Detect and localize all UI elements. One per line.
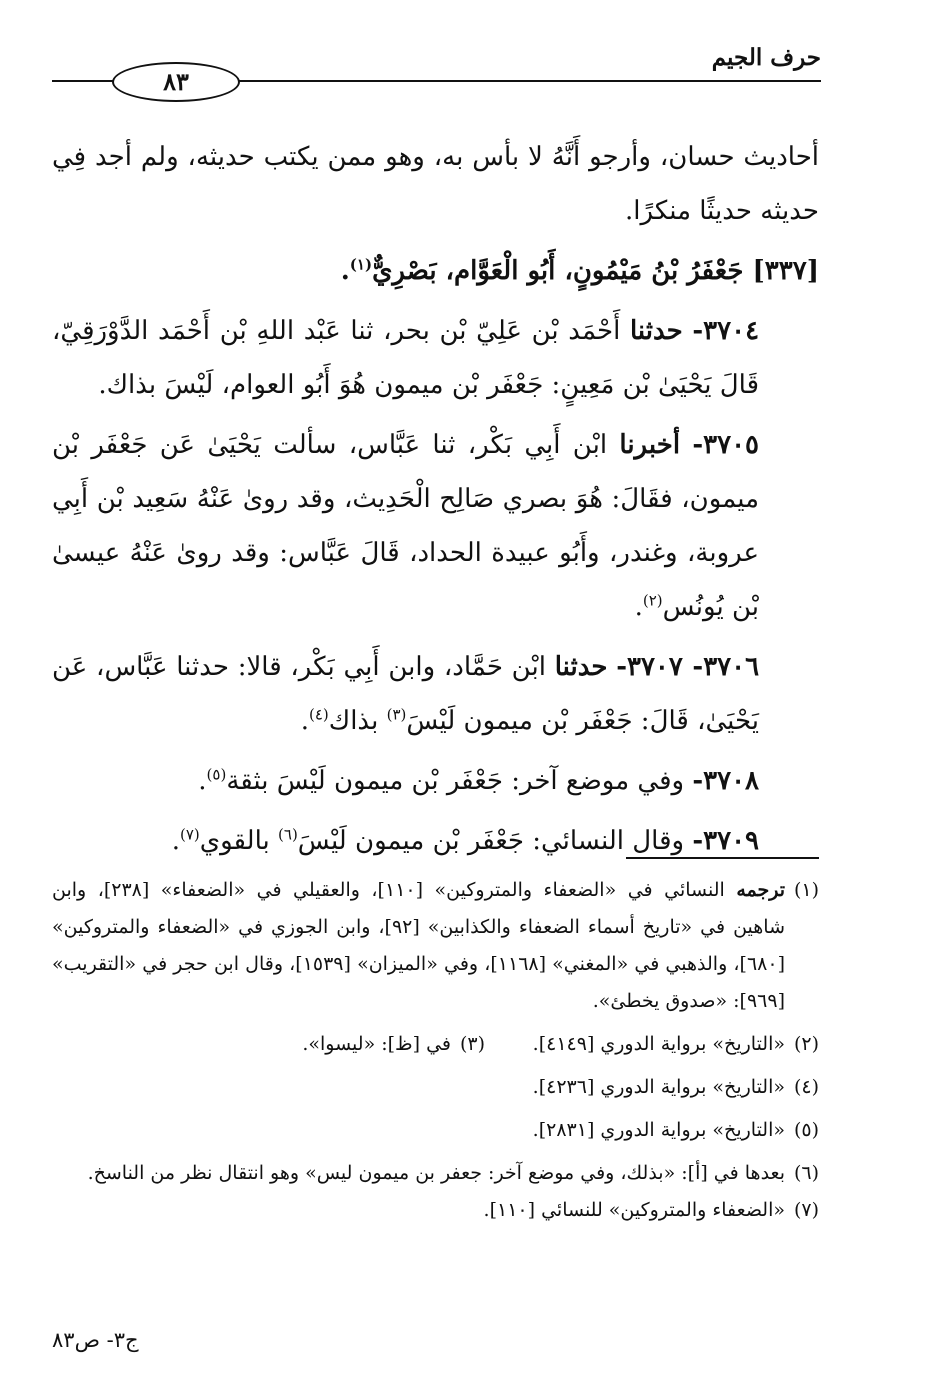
footnote-6 bbox=[52, 1155, 819, 1192]
chapter-title: حرف الجيم bbox=[711, 44, 821, 71]
entry-heading: [٣٣٧] جَعْفَرُ بْنُ مَيْمُونٍ، أَبُو الْعَوَّام، بَصْرِيٌّ$^{(١)}$. bbox=[340, 255, 819, 286]
footnote-ref: (٤) bbox=[308, 705, 329, 724]
footnote-number: (٤) bbox=[793, 1076, 819, 1098]
footnote-5 bbox=[52, 1112, 819, 1149]
narration-3706-3707: ٣٧٠٦- ٣٧٠٧- حدثنا ابْن حَمَّاد، وابن أَبِي بَكْر، قالا: حدثنا عَبَّاس، عَن يَحْيَىٰ، قَالَ: جَعْفَر بْن ميمون لَيْسَ$^{(٣)}$ بذاك$^{(٤)}$. bbox=[52, 652, 760, 736]
footnote-number: (٥) bbox=[793, 1119, 819, 1141]
footnote-text: «التاريخ» برواية الدوري [٤٢٣٦]. bbox=[532, 1076, 785, 1098]
footnote-number: (٣) bbox=[459, 1033, 485, 1055]
footnote-ref: (٢) bbox=[642, 591, 663, 610]
narration-number: ٣٧٠٩- bbox=[692, 826, 759, 856]
footnote-number: (٧) bbox=[793, 1199, 819, 1221]
footnote-number: (١) bbox=[793, 879, 819, 901]
page-reference: ج٣- ص٨٣ bbox=[52, 1328, 139, 1352]
narration-text: وقال النسائي: جَعْفَر بْن ميمون لَيْسَ bbox=[297, 826, 685, 856]
footnote-1 bbox=[52, 872, 819, 1020]
footnote-ref: (٥) bbox=[206, 765, 227, 784]
footnotes bbox=[52, 872, 819, 1229]
narration-3705: ٣٧٠٥- أخبرنا ابْن أَبِي بَكْر، ثنا عَبَّاس، سألت يَحْيَىٰ عَن جَعْفَر بْن ميمون، فقَالَ: هُوَ بصري صَالِح الْحَدِيث، وقد روىٰ عَنْهُ سَعِيد بْن أَبِي عروبة، وغندر، وأَبُو عبيدة الحداد، قَالَ عَبَّاس: وقد روىٰ عَنْهُ عيسىٰ بْن يُونُس$^{(٢)}$. bbox=[52, 430, 760, 622]
narration-number: ٣٧٠٥- bbox=[692, 430, 760, 460]
narration-keyword: حدثنا bbox=[629, 316, 683, 346]
narration-number: ٣٧٠٨- bbox=[692, 766, 759, 796]
narration-number: ٣٧٠٦- ٣٧٠٧- bbox=[616, 652, 760, 682]
narration-3709: ٣٧٠٩- وقال النسائي: جَعْفَر بْن ميمون لَيْسَ$^{(٦)}$ بالقوي$^{(٧)}$. bbox=[171, 825, 759, 856]
narration-number: ٣٧٠٤- bbox=[692, 316, 760, 346]
entry-title: جَعْفَرُ بْنُ مَيْمُونٍ، أَبُو الْعَوَّام، بَصْرِيٌّ bbox=[372, 256, 744, 286]
footnote-text: «التاريخ» برواية الدوري [٤١٤٩]. bbox=[532, 1033, 785, 1055]
narration-text: وفي موضع آخر: جَعْفَر بْن ميمون لَيْسَ بثقة bbox=[226, 766, 685, 796]
footnote-3 bbox=[151, 1026, 485, 1063]
footnote-text: بعدها في [أ]: «بذلك، وفي موضع آخر: جعفر بن ميمون ليس» وهو انتقال نظر من الناسخ. bbox=[87, 1162, 785, 1184]
footnotes-2-3 bbox=[52, 1026, 819, 1063]
footnote-number: (٢) bbox=[793, 1033, 819, 1055]
narration-text: ابْن حَمَّاد، وابن أَبِي بَكْر، قالا: حدثنا عَبَّاس، عَن يَحْيَىٰ، قَالَ: جَعْفَر بْن ميمون لَيْسَ bbox=[52, 652, 759, 736]
footnote-ref: (٦) bbox=[278, 825, 298, 844]
footnote-2 bbox=[485, 1026, 819, 1063]
narration-text: أَحْمَد بْن عَلِيّ بْن بحر، ثنا عَبْد اللهِ بْن أَحْمَد الدَّوْرَقِيّ، قَالَ يَحْيَىٰ بْن مَعِينٍ: جَعْفَر بْن ميمون هُوَ أَبُو العوام، لَيْسَ بذاك. bbox=[52, 316, 759, 400]
narration-text: ابْن أَبِي بَكْر، ثنا عَبَّاس، سألت يَحْيَىٰ عَن جَعْفَر بْن ميمون، فقَالَ: هُوَ بصري صَالِح الْحَدِيث، وقد روىٰ عَنْهُ سَعِيد بْن أَبِي عروبة، وغندر، وأَبُو عبيدة الحداد، قَالَ عَبَّاس: وقد روىٰ عَنْهُ عيسىٰ بْن يُونُس bbox=[52, 430, 759, 622]
footnote-ref: (٧) bbox=[179, 825, 200, 844]
narration-3708: ٣٧٠٨- وفي موضع آخر: جَعْفَر بْن ميمون لَيْسَ بثقة$^{(٥)}$. bbox=[198, 765, 759, 796]
paragraph-continuation: أحاديث حسان، وأرجو أَنَّهُ لا بأس به، وهو ممن يكتب حديثه، ولم أجد فِي حديثه حديثًا منكرًا. bbox=[52, 142, 819, 226]
page-header bbox=[52, 42, 821, 104]
footnote-keyword: ترجمه bbox=[736, 879, 785, 901]
footnote-text: في [ظ]: «ليسوا». bbox=[302, 1033, 451, 1055]
narration-keyword: حدثنا bbox=[554, 652, 608, 682]
footnote-7 bbox=[52, 1192, 819, 1229]
main-text bbox=[52, 130, 819, 868]
narration-text: بالقوي bbox=[199, 826, 270, 856]
entry-number: [٣٣٧] bbox=[752, 256, 819, 286]
footnote-4 bbox=[52, 1069, 819, 1106]
footnote-text: النسائي في «الضعفاء والمتروكين» [١١٠]، والعقيلي في «الضعفاء» [٢٣٨]، وابن شاهين في «تاريخ أسماء الضعفاء والكذابين» [٩٢]، وابن الجوزي في «الضعفاء والمتروكين» [٦٨٠]، والذهبي في «المغني» [١١٦٨]، وفي «الميزان» [١٥٣٩]، وقال ابن حجر في «التقريب» [٩٦٩]: «صدوق يخطئ». bbox=[52, 879, 785, 1012]
page-number-oval: ٨٣ bbox=[112, 62, 240, 102]
footnote-text: «التاريخ» برواية الدوري [٢٨٣١]. bbox=[532, 1119, 785, 1141]
footnote-number: (٦) bbox=[793, 1162, 819, 1184]
footnote-separator bbox=[626, 857, 819, 859]
footnote-ref: (٣) bbox=[386, 705, 407, 724]
narration-keyword: أخبرنا bbox=[619, 430, 681, 460]
footnote-ref: (١) bbox=[349, 255, 373, 274]
footnote-text: «الضعفاء والمتروكين» للنسائي [١١٠]. bbox=[483, 1199, 785, 1221]
narration-3704 bbox=[52, 304, 819, 412]
narration-text: بذاك bbox=[328, 706, 379, 736]
